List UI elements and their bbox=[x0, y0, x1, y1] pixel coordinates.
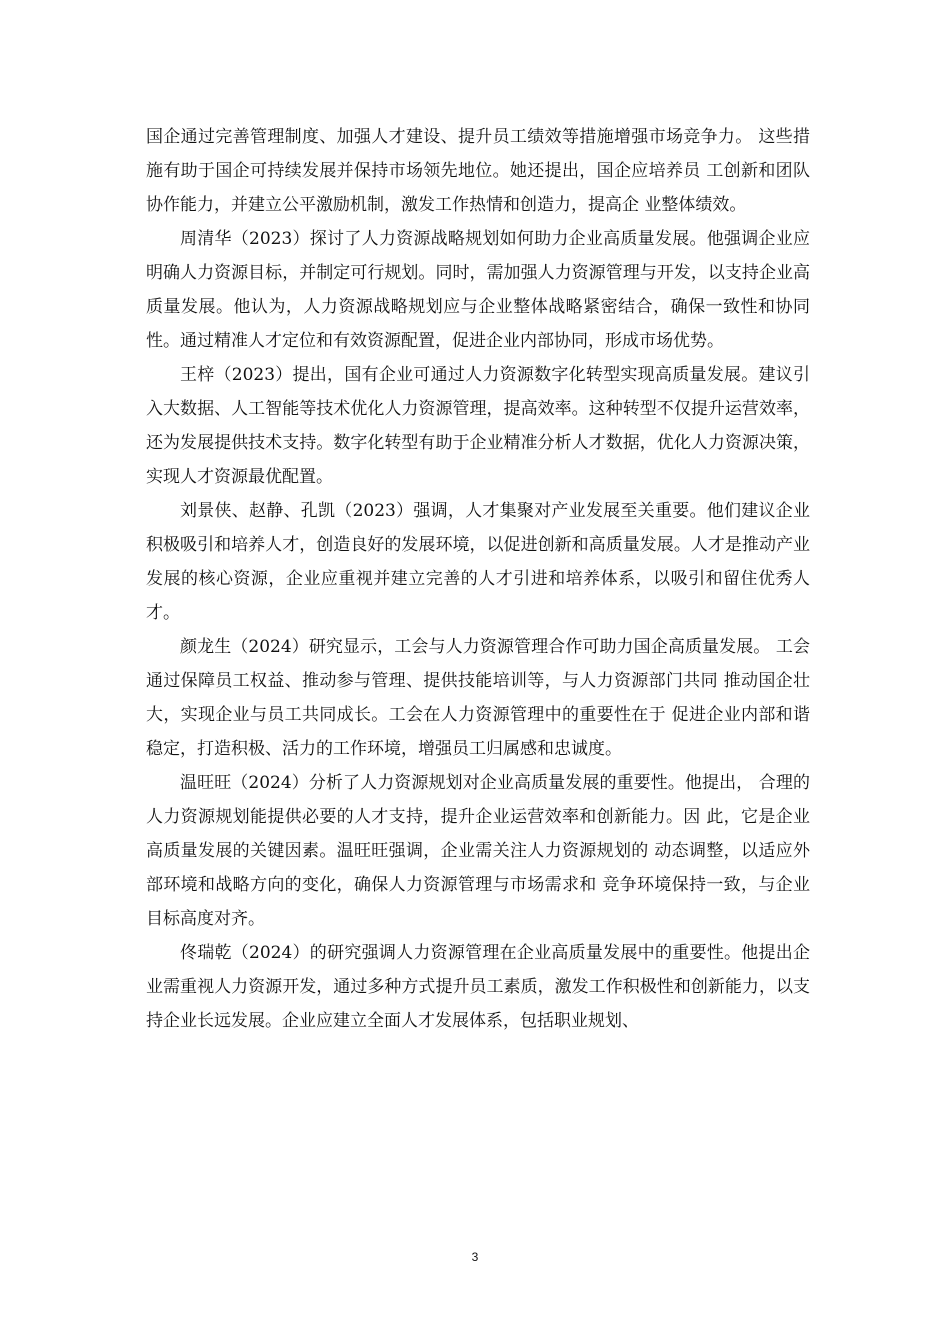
paragraph-continued: 国企通过完善管理制度、加强人才建设、提升员工绩效等措施增强市场竞争力。 这些措施有助于国企可持续发展并保持市场领先地位。她还提出，国企应培养员 工创新和团队协作能力，并建立公平激励机制，激发工作热情和创造力，提高企 业整体绩效。 bbox=[146, 127, 810, 215]
paragraph-tong-ruiqian: 佟瑞乾（2024）的研究强调人力资源管理在企业高质量发展中的重要性。他提出企业需重视人力资源开发，通过多种方式提升员工素质，激发工作积极性和创新能力，以支持企业长远发展。企业应建立全面人才发展体系，包括职业规划、 bbox=[146, 943, 810, 1031]
document-body bbox=[146, 120, 810, 1038]
paragraph-liu-zhao-kong: 刘景侠、赵静、孔凯（2023）强调，人才集聚对产业发展至关重要。他们建议企业积极吸引和培养人才，创造良好的发展环境，以促进创新和高质量发展。人才是推动产业发展的核心资源，企业应重视并建立完善的人才引进和培养体系，以吸引和留住优秀人才。 bbox=[146, 501, 810, 623]
page-number: 3 bbox=[471, 1250, 479, 1264]
paragraph-wen-wangwang: 温旺旺（2024）分析了人力资源规划对企业高质量发展的重要性。他提出， 合理的人力资源规划能提供必要的人才支持，提升企业运营效率和创新能力。因 此，它是企业高质量发展的关键因素。温旺旺强调，企业需关注人力资源规划的 动态调整，以适应外部环境和战略方向的变化，确保人力资源管理与市场需求和 竞争环境保持一致，与企业目标高度对齐。 bbox=[146, 773, 810, 929]
paragraph-zhou-qinghua: 周清华（2023）探讨了人力资源战略规划如何助力企业高质量发展。他强调企业应明确人力资源目标，并制定可行规划。同时，需加强人力资源管理与开发，以支持企业高质量发展。他认为，人力资源战略规划应与企业整体战略紧密结合，确保一致性和协同性。通过精准人才定位和有效资源配置，促进企业内部协同，形成市场优势。 bbox=[146, 229, 810, 351]
paragraph-yan-longsheng: 颜龙生（2024）研究显示，工会与人力资源管理合作可助力国企高质量发展。 工会通过保障员工权益、推动参与管理、提供技能培训等，与人力资源部门共同 推动国企壮大，实现企业与员工共同成长。工会在人力资源管理中的重要性在于 促进企业内部和谐稳定，打造积极、活力的工作环境，增强员工归属感和忠诚度。 bbox=[146, 637, 810, 759]
paragraph-wang-zi: 王梓（2023）提出，国有企业可通过人力资源数字化转型实现高质量发展。建议引入大数据、人工智能等技术优化人力资源管理，提高效率。这种转型不仅提升运营效率，还为发展提供技术支持。数字化转型有助于企业精准分析人才数据，优化人力资源决策，实现人才资源最优配置。 bbox=[146, 365, 810, 487]
